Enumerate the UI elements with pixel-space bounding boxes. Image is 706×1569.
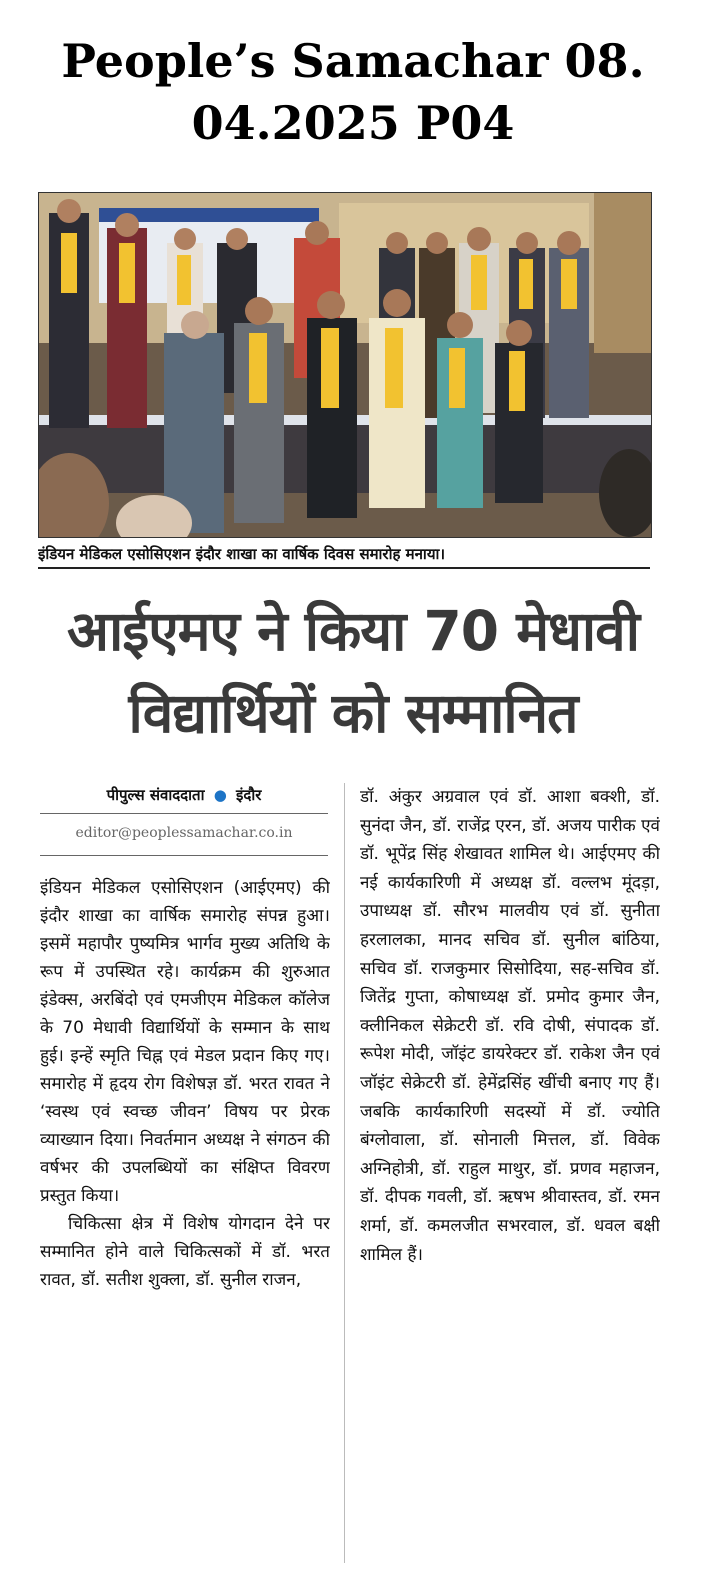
dot-icon: ● [213, 786, 227, 804]
byline-divider [40, 813, 328, 814]
headline-line-1: आईएमए ने किया 70 मेधावी [66, 599, 639, 663]
article-paragraph: चिकित्सा क्षेत्र में विशेष योगदान देने पर सम्मानित होने वाले चिकित्सकों में डॉ. भरत रावत, डॉ. सतीश शुक्ला, डॉ. सुनील राजन, [40, 1214, 330, 1290]
byline [40, 783, 328, 807]
email-divider [40, 855, 328, 856]
byline-city: इंदौर [236, 786, 262, 804]
headline [30, 590, 676, 754]
photo-caption: इंडियन मेडिकल एसोसिएशन इंदौर शाखा का वार्षिक दिवस समारोह मनाया। [38, 541, 650, 569]
article-column-right [360, 783, 660, 1565]
page-title: People’s Samachar 08. 04.2025 P04 [61, 34, 645, 150]
email-text: editor@peoplessamachar.co.in [75, 825, 293, 841]
byline-reporter: पीपुल्स संवाददाता [106, 786, 205, 804]
headline-line-2: विद्यार्थियों को सम्मानित [128, 681, 578, 745]
article-paragraph: इंडियन मेडिकल एसोसिएशन (आईएमए) की इंदौर शाखा का वार्षिक समारोह संपन्न हुआ। इसमें महापौर पुष्यमित्र भार्गव मुख्य अतिथि के रूप में उपस्थित रहे। कार्यक्रम की शुरुआत इंडेक्स, अरबिंदो एवं एमजीएम मेडिकल कॉलेज के 70 मेधावी विद्यार्थियों के सम्मान के साथ हुई। इन्हें स्मृति चिह्न एवं मेडल प्रदान किए गए। समारोह में हृदय रोग विशेषज्ञ डॉ. भरत रावत ने ‘स्वस्थ एवं स्वच्छ जीवन’ विषय पर प्रेरक व्याख्यान दिया। निवर्तमान अध्यक्ष ने संगठन की वर्षभर की उपलब्धियों का संक्षिप्त विवरण प्रस्तुत किया। [40, 878, 330, 1206]
article-paragraph: डॉ. अंकुर अग्रवाल एवं डॉ. आशा बक्शी, डॉ. सुनंदा जैन, डॉ. राजेंद्र एरन, डॉ. अजय पारीक एवं डॉ. भूपेंद्र सिंह शेखावत शामिल थे। आईएमए की नई कार्यकारिणी में अध्यक्ष डॉ. वल्लभ मूंदड़ा, उपाध्यक्ष डॉ. सौरभ मालवीय एवं डॉ. सुनीता हरलालका, मानद सचिव डॉ. सुनील बांठिया, सचिव डॉ. राजकुमार सिसोदिया, सह-सचिव डॉ. जितेंद्र गुप्ता, कोषाध्यक्ष डॉ. प्रमोद कुमार जैन, क्लीनिकल सेक्रेटरी डॉ. रवि दोषी, संपादक डॉ. रूपेश मोदी, जॉइंट डायरेक्टर डॉ. राकेश जैन एवं जॉइंट सेक्रेटरी डॉ. हेमेंद्रसिंह खींची बनाए गए हैं। जबकि कार्यकारिणी सदस्यों में डॉ. ज्योति बंग्लोवाला, डॉ. सोनाली मित्तल, डॉ. विवेक अग्निहोत्री, डॉ. राहुल माथुर, डॉ. प्रणव महाजन, डॉ. दीपक गवली, डॉ. ऋषभ श्रीवास्तव, डॉ. रमन शर्मा, डॉ. कमलजीत सभरवाल, डॉ. धवल बक्षी शामिल हैं। [360, 787, 660, 1265]
news-photo [38, 192, 652, 538]
article-column-left [40, 874, 330, 1564]
column-divider [344, 783, 345, 1563]
